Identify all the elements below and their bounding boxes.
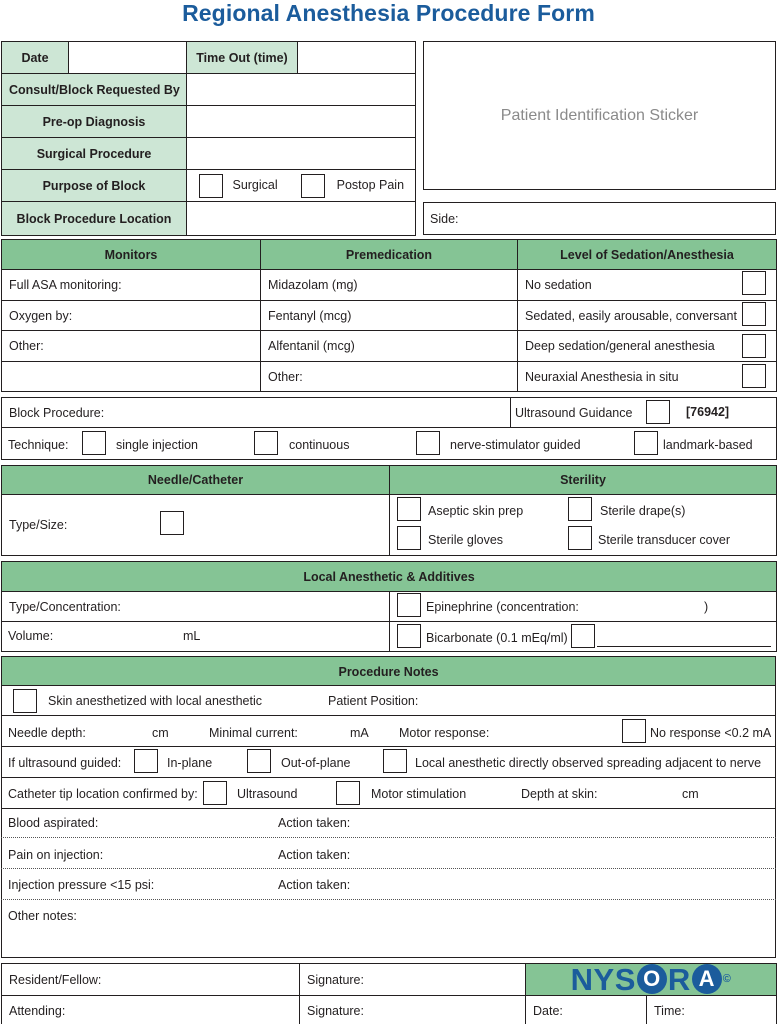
- page-title: Regional Anesthesia Procedure Form: [182, 0, 595, 26]
- sedation-item: Sedated, easily arousable, conversant: [518, 301, 777, 331]
- epinephrine-checkbox[interactable]: [397, 593, 421, 617]
- epinephrine-close: ): [704, 600, 709, 614]
- postop-pain-checkbox[interactable]: [301, 174, 325, 198]
- monitors-header: Monitors: [2, 240, 261, 270]
- block-procedure-label: Block Procedure:: [2, 398, 511, 428]
- divider: [1, 777, 776, 778]
- sedation-header: Level of Sedation/Anesthesia: [518, 240, 777, 270]
- location-field[interactable]: [187, 202, 416, 236]
- premed-item: Midazolam (mg): [261, 270, 518, 301]
- continuous-label: continuous: [289, 438, 350, 452]
- patient-sticker-text: Patient Identification Sticker: [500, 107, 699, 124]
- nerve-stim-checkbox[interactable]: [416, 431, 440, 455]
- out-of-plane-checkbox[interactable]: [247, 749, 271, 773]
- bicarbonate-label: Bicarbonate (0.1 mEq/ml): [426, 631, 568, 645]
- if-us-guided-label: If ultrasound guided:: [8, 756, 122, 770]
- nerve-stim-label: nerve-stimulator guided: [450, 438, 581, 452]
- blood-aspirated-label: Blood aspirated:: [8, 816, 99, 830]
- purpose-options: [187, 170, 416, 202]
- volume-label: Volume:: [8, 629, 54, 643]
- purpose-label: Purpose of Block: [2, 170, 187, 202]
- sedation-item: Deep sedation/general anesthesia: [518, 331, 777, 362]
- footer-table: [1, 963, 777, 1024]
- procedure-notes-header: Procedure Notes: [1, 656, 776, 686]
- date-label: Date: [2, 42, 69, 74]
- us-guidance-label: Ultrasound Guidance: [515, 405, 633, 420]
- needle-depth-unit: cm: [152, 726, 169, 740]
- aseptic-prep-checkbox[interactable]: [397, 497, 421, 521]
- landmark-label: landmark-based: [663, 438, 753, 452]
- sedation-item: Neuraxial Anesthesia in situ: [518, 362, 777, 392]
- single-injection-label: single injection: [116, 438, 198, 452]
- header-table: [1, 41, 416, 236]
- side-field[interactable]: [423, 202, 776, 235]
- resident-signature-label[interactable]: Signature:: [300, 964, 526, 996]
- no-response-label: No response <0.2 mA: [650, 726, 772, 740]
- transducer-cover-label: Sterile transducer cover: [598, 533, 731, 547]
- skin-anesthetized-label: Skin anesthetized with local anesthetic: [48, 694, 263, 708]
- pressure-action-label: Action taken:: [278, 878, 351, 892]
- sterile-gloves-checkbox[interactable]: [397, 526, 421, 550]
- postop-pain-label: Postop Pain: [336, 177, 405, 192]
- injection-pressure-label: Injection pressure <15 psi:: [8, 878, 155, 892]
- divider: [1, 715, 776, 716]
- sterile-drape-checkbox[interactable]: [568, 497, 592, 521]
- sterile-gloves-label: Sterile gloves: [428, 533, 504, 547]
- motor-response-label: Motor response:: [399, 726, 490, 740]
- monitor-item: Oxygen by:: [2, 301, 261, 331]
- no-response-checkbox[interactable]: [622, 719, 646, 743]
- code-label: [76942]: [686, 405, 730, 419]
- dotted-divider: [1, 899, 776, 900]
- minimal-current-unit: mA: [350, 726, 369, 740]
- local-table: [1, 561, 777, 652]
- premed-item: Fentanyl (mcg): [261, 301, 518, 331]
- catheter-ultrasound-label: Ultrasound: [237, 787, 298, 801]
- us-guidance-cell: [511, 398, 777, 428]
- sterility-header: Sterility: [390, 466, 777, 495]
- premedication-header: Premedication: [261, 240, 518, 270]
- dotted-divider: [1, 868, 776, 869]
- sedated-checkbox[interactable]: [742, 302, 766, 326]
- attending-signature-label[interactable]: Signature:: [300, 996, 526, 1024]
- monitor-item: Full ASA monitoring:: [2, 270, 261, 301]
- time-footer-label[interactable]: Time:: [647, 996, 777, 1024]
- catheter-ultrasound-checkbox[interactable]: [203, 781, 227, 805]
- motor-stim-label: Motor stimulation: [371, 787, 467, 801]
- neuraxial-checkbox[interactable]: [742, 364, 766, 388]
- pain-action-label: Action taken:: [278, 848, 351, 862]
- premed-item: Alfentanil (mcg): [261, 331, 518, 362]
- divider: [1, 746, 776, 747]
- location-label: Block Procedure Location: [2, 202, 187, 236]
- surgical-procedure-label: Surgical Procedure: [2, 138, 187, 170]
- spread-observed-label: Local anesthetic directly observed spreading adjacent to nerve: [415, 756, 762, 770]
- epinephrine-label: Epinephrine (concentration:: [426, 600, 579, 614]
- single-injection-checkbox[interactable]: [82, 431, 106, 455]
- divider: [1, 808, 776, 809]
- consult-field[interactable]: [187, 74, 416, 106]
- date-field[interactable]: [69, 42, 187, 74]
- motor-stim-checkbox[interactable]: [336, 781, 360, 805]
- no-sedation-checkbox[interactable]: [742, 271, 766, 295]
- in-plane-label: In-plane: [167, 756, 213, 770]
- transducer-cover-checkbox[interactable]: [568, 526, 592, 550]
- sterile-drape-label: Sterile drape(s): [600, 504, 686, 518]
- needle-depth-label: Needle depth:: [8, 726, 86, 740]
- type-concentration-label[interactable]: Type/Concentration:: [2, 592, 390, 622]
- date-footer-label[interactable]: Date:: [526, 996, 647, 1024]
- blood-action-label: Action taken:: [278, 816, 351, 830]
- logo-cell: [526, 964, 777, 996]
- volume-unit: mL: [183, 629, 201, 643]
- resident-label[interactable]: Resident/Fellow:: [2, 964, 300, 996]
- patient-position-label: Patient Position:: [328, 694, 419, 708]
- nysora-logo: NYS O R A ©: [570, 963, 732, 996]
- needle-header: Needle/Catheter: [2, 466, 390, 495]
- bicarbonate-checkbox[interactable]: [397, 624, 421, 648]
- monitors-table: [1, 239, 777, 392]
- monitor-item: Other:: [2, 331, 261, 362]
- catheter-tip-label: Catheter tip location confirmed by:: [8, 787, 198, 801]
- skin-anesthetized-checkbox[interactable]: [13, 689, 37, 713]
- surgical-checkbox[interactable]: [199, 174, 223, 198]
- surgical-procedure-field[interactable]: [187, 138, 416, 170]
- timeout-field[interactable]: [298, 42, 416, 74]
- dotted-divider: [1, 837, 776, 838]
- spread-observed-checkbox[interactable]: [383, 749, 407, 773]
- deep-sedation-checkbox[interactable]: [742, 334, 766, 358]
- preop-field[interactable]: [187, 106, 416, 138]
- type-size-label[interactable]: Type/Size:: [2, 495, 390, 556]
- in-plane-checkbox[interactable]: [134, 749, 158, 773]
- surgical-label: Surgical: [232, 177, 278, 192]
- out-of-plane-label: Out-of-plane: [281, 756, 351, 770]
- preop-label: Pre-op Diagnosis: [2, 106, 187, 138]
- continuous-checkbox[interactable]: [254, 431, 278, 455]
- premed-item: Other:: [261, 362, 518, 392]
- depth-at-skin-label: Depth at skin:: [521, 787, 598, 801]
- us-guidance-checkbox[interactable]: [646, 400, 670, 424]
- side-label: Side:: [430, 212, 459, 226]
- consult-label: Consult/Block Requested By: [2, 74, 187, 106]
- sedation-item: No sedation: [518, 270, 777, 301]
- landmark-checkbox[interactable]: [634, 431, 658, 455]
- bicarbonate-value-checkbox[interactable]: [571, 624, 595, 648]
- depth-at-skin-unit: cm: [682, 787, 699, 801]
- other-notes-label[interactable]: Other notes:: [8, 909, 77, 923]
- timeout-label: Time Out (time): [187, 42, 298, 74]
- aseptic-prep-label: Aseptic skin prep: [428, 504, 524, 518]
- local-header: Local Anesthetic & Additives: [2, 562, 777, 592]
- attending-label[interactable]: Attending:: [2, 996, 300, 1024]
- minimal-current-label: Minimal current:: [209, 726, 298, 740]
- bicarbonate-value-line[interactable]: [597, 646, 771, 647]
- monitor-item[interactable]: [2, 362, 261, 392]
- pain-injection-label: Pain on injection:: [8, 848, 104, 862]
- technique-label: Technique:: [8, 438, 69, 452]
